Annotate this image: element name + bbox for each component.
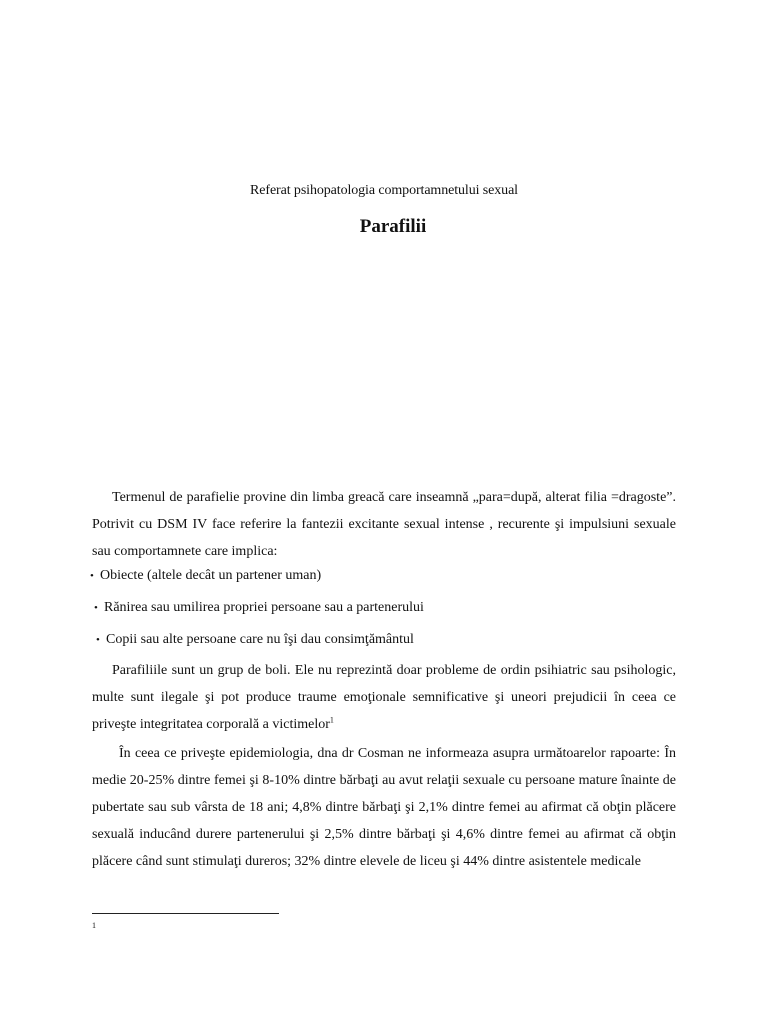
- document-subtitle: Referat psihopatologia comportamnetului sexual: [250, 183, 518, 198]
- paragraph-epidemiology: În ceea ce priveşte epidemiologia, dna dr Cosman ne informeaza asupra următoarelor rapoarte: În medie 20-25% dintre femei şi 8-10% dintre bărbaţi au avut relaţii sexuale cu persoane mature înainte de pubertate sau sub vârsta de 18 ani; 4,8% dintre bărbaţi şi 2,1% dintre femei au afirmat că obţin plăcere sexuală inducând durere partenerului şi 2,5% dintre bărbaţi şi 4,6% dintre femei au afirmat că obţin plăcere când sunt stimulaţi dureros; 32% dintre elevele de liceu şi 44% dintre asistentele medicale: [92, 746, 676, 869]
- bullet-item-text: Obiecte (altele decât un partener uman): [100, 568, 322, 583]
- bullet-item-text: Copii sau alte persoane care nu îşi dau consimţământul: [106, 632, 414, 647]
- document-title: Parafilii: [359, 216, 427, 237]
- paragraph-parafilii: [92, 657, 676, 738]
- footnote-reference[interactable]: 1: [329, 715, 334, 725]
- bullet-item-text: Rănirea sau umilirea propriei persoane sau a partenerului: [104, 600, 424, 615]
- bullet-dot-icon: •: [96, 634, 100, 646]
- bullet-item: [90, 566, 674, 586]
- footnote-divider: [92, 913, 279, 914]
- bullet-item: [94, 598, 678, 618]
- footnote-number: 1: [92, 921, 96, 930]
- bullet-dot-icon: •: [94, 602, 98, 614]
- paragraph-parafilii-text: Parafiliile sunt un grup de boli. Ele nu reprezintă doar probleme de ordin psihiatric sau psihologic, multe sunt ilegale şi pot produce traume emoţionale semnificative şi uneori prejudicii în ceea ce priveşte integritatea corporală a victimelor: [92, 663, 676, 732]
- paragraph-intro: Termenul de parafielie provine din limba greacă care inseamnă „para=după, alterat filia =dragoste”. Potrivit cu DSM IV face referire la fantezii excitante sexual intense , recurente şi impulsiuni sexuale sau comportamnete care implica:: [92, 490, 676, 559]
- bullet-dot-icon: •: [90, 570, 94, 582]
- bullet-item: [96, 630, 680, 650]
